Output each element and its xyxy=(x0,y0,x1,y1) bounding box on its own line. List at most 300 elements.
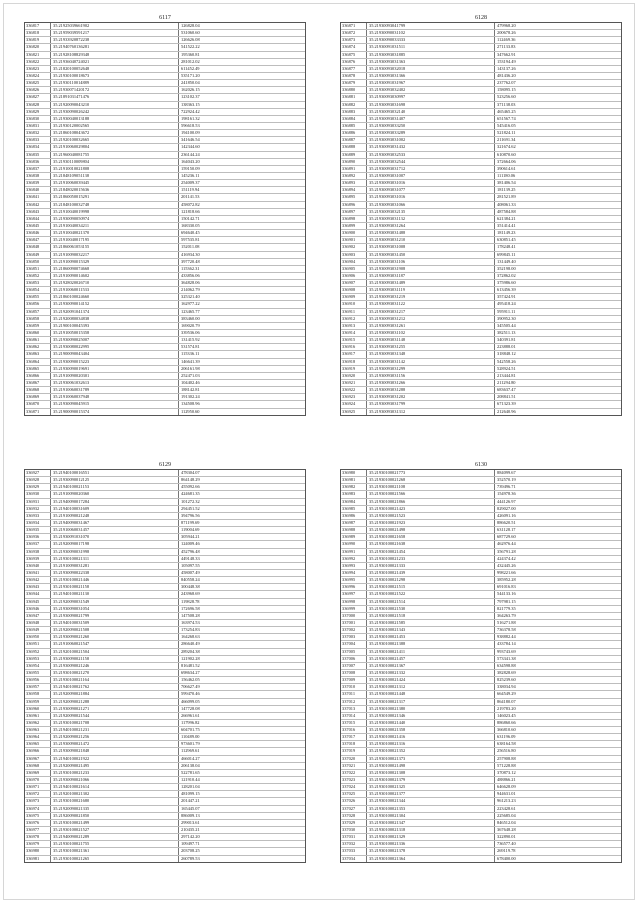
table-row xyxy=(341,193,621,200)
table-row xyxy=(25,598,305,605)
coordinate-cell: 35.21930093031132 xyxy=(367,216,495,222)
value-cell: 236144.24 xyxy=(181,151,200,157)
value-cell: 112969.61 xyxy=(181,748,200,754)
coordinate-cell: 35.21930093031212 xyxy=(367,316,495,322)
table-row xyxy=(25,726,305,733)
id-cell: 336883 xyxy=(341,109,367,115)
table-row xyxy=(25,805,305,812)
table-row xyxy=(341,633,621,640)
value-cell: 115362.31 xyxy=(181,265,200,271)
id-cell: 336938 xyxy=(25,549,51,555)
table-row xyxy=(25,569,305,576)
coordinate-cell: 35.21930100021316 xyxy=(367,741,495,747)
id-cell: 336997 xyxy=(341,591,367,597)
table-row xyxy=(25,308,305,315)
coordinate-cell: 35.21930090021066 xyxy=(51,777,179,783)
coordinate-cell: 35.21930093031488 xyxy=(367,230,495,236)
coordinate-cell: 35.21930100021164 xyxy=(51,677,179,683)
coordinate-cell: 35.21930100021522 xyxy=(367,591,495,597)
value-cell: 206161.98 xyxy=(181,365,200,371)
table-row xyxy=(25,590,305,597)
value-cell: 382511.13 xyxy=(497,330,516,336)
coordinate-cell: 35.21910060039445 xyxy=(51,180,179,186)
id-cell: 336986 xyxy=(341,513,367,519)
table-row xyxy=(341,365,621,372)
id-cell: 336939 xyxy=(25,556,51,562)
value-cell: 254009.37 xyxy=(181,180,200,186)
table-row xyxy=(25,122,305,129)
coordinate-cell: 35.21930093031348 xyxy=(367,351,495,357)
value-cell: 488866.21 xyxy=(497,777,516,783)
value-cell: 604701.75 xyxy=(181,727,200,733)
id-cell: 336882 xyxy=(341,102,367,108)
id-cell: 336930 xyxy=(25,491,51,497)
table-row xyxy=(341,498,621,505)
value-cell: 109497.71 xyxy=(181,841,200,847)
coordinate-cell: 35.21930100021755 xyxy=(51,841,179,847)
id-cell: 336932 xyxy=(25,506,51,512)
table-row xyxy=(341,855,621,862)
value-cell: 172696.58 xyxy=(181,605,200,611)
table-row xyxy=(341,797,621,804)
table-row xyxy=(25,548,305,555)
coordinate-cell: 35.21940100016551 xyxy=(51,470,179,476)
coordinate-cell: 35.21940090021289 xyxy=(51,834,179,840)
id-cell: 336872 xyxy=(341,30,367,36)
table-row xyxy=(25,498,305,505)
id-cell: 336866 xyxy=(25,373,51,379)
coordinate-cell: 35.21940090017284 xyxy=(51,499,179,505)
table-row xyxy=(25,476,305,483)
value-cell: 884099.67 xyxy=(497,470,516,475)
id-cell: 336867 xyxy=(25,380,51,386)
data-table xyxy=(340,22,622,416)
value-cell: 528924.51 xyxy=(497,365,516,371)
id-cell: 336901 xyxy=(341,237,367,243)
id-cell: 336902 xyxy=(341,244,367,250)
coordinate-cell: 35.21940100021231 xyxy=(51,727,179,733)
table-row xyxy=(25,315,305,322)
table-row xyxy=(25,583,305,590)
coordinate-cell: 35.21930093031366 xyxy=(367,73,495,79)
value-cell: 699845.11 xyxy=(497,251,516,257)
id-cell: 336851 xyxy=(25,266,51,272)
id-cell: 336991 xyxy=(341,549,367,555)
coordinate-cell: 35.21930093031202 xyxy=(367,394,495,400)
coordinate-cell: 35.21930093032018 xyxy=(367,66,495,72)
coordinate-cell: 35.21930100021377 xyxy=(367,791,495,797)
value-cell: 462976.44 xyxy=(497,541,516,547)
table-row xyxy=(341,698,621,705)
coordinate-cell: 35.21930100021298 xyxy=(367,577,495,583)
coordinate-cell: 35.21930093031712 xyxy=(367,166,495,172)
coordinate-cell: 35.21930093031148 xyxy=(367,337,495,343)
table-row xyxy=(25,812,305,819)
id-cell: 336993 xyxy=(341,563,367,569)
value-cell: 198161.32 xyxy=(181,115,200,121)
coordinate-cell: 35.21930080022995 xyxy=(51,344,179,350)
value-cell: 153194.49 xyxy=(497,58,516,64)
value-cell: 821779.35 xyxy=(497,605,516,611)
id-cell: 336945 xyxy=(25,599,51,605)
value-cell: 126626.08 xyxy=(181,37,200,43)
coordinate-cell: 35.21930090045915 xyxy=(51,401,179,407)
coordinate-cell: 35.21930100021424 xyxy=(367,677,495,683)
coordinate-cell: 35.21940100021153 xyxy=(51,484,179,490)
table-row xyxy=(25,747,305,754)
table-row xyxy=(341,243,621,250)
id-cell: 336989 xyxy=(341,534,367,540)
table-row xyxy=(341,470,621,476)
table-row xyxy=(25,648,305,655)
id-cell: 336937 xyxy=(25,541,51,547)
value-cell: 736577.40 xyxy=(497,841,516,847)
id-cell: 336975 xyxy=(25,813,51,819)
value-cell: 351414.41 xyxy=(497,222,516,228)
id-cell: 336980 xyxy=(25,848,51,854)
coordinate-cell: 35.21940760136281 xyxy=(51,44,179,50)
value-cell: 150142.71 xyxy=(181,215,200,221)
table-row xyxy=(25,265,305,272)
id-cell: 337019 xyxy=(341,748,367,754)
value-cell: 195360.81 xyxy=(181,51,200,57)
table-row xyxy=(341,783,621,790)
table-row xyxy=(341,762,621,769)
table-row xyxy=(341,386,621,393)
coordinate-cell: 35.21930090022338 xyxy=(51,570,179,576)
id-cell: 336903 xyxy=(341,252,367,258)
id-cell: 336966 xyxy=(25,748,51,754)
id-cell: 336998 xyxy=(341,599,367,605)
value-cell: 340391.81 xyxy=(497,337,516,343)
value-cell: 816481.52 xyxy=(181,662,200,668)
table-row xyxy=(25,93,305,100)
table-row xyxy=(341,43,621,50)
table-row xyxy=(341,286,621,293)
table-row xyxy=(25,393,305,400)
table-row xyxy=(25,286,305,293)
coordinate-cell: 35.21910090020360 xyxy=(51,491,179,497)
coordinate-cell: 35.21930093031288 xyxy=(367,387,495,393)
id-cell: 336964 xyxy=(25,734,51,740)
value-cell: 631128.17 xyxy=(497,527,516,533)
coordinate-cell: 35.21930093031363 xyxy=(367,59,495,65)
coordinate-cell: 35.21930100021336 xyxy=(367,841,495,847)
id-cell: 336890 xyxy=(341,159,367,165)
id-cell: 336982 xyxy=(341,484,367,490)
table-row xyxy=(341,201,621,208)
table-row xyxy=(341,115,621,122)
coordinate-cell: 35.21910090015329 xyxy=(51,259,179,265)
id-cell: 337004 xyxy=(341,641,367,647)
id-cell: 337024 xyxy=(341,784,367,790)
coordinate-cell: 35.21930100021379 xyxy=(367,777,495,783)
coordinate-cell: 35.21930090026242 xyxy=(51,109,179,115)
id-cell: 336885 xyxy=(341,123,367,129)
coordinate-cell: 35.21930090019691 xyxy=(51,366,179,372)
id-cell: 336962 xyxy=(25,720,51,726)
value-cell: 864180.07 xyxy=(497,698,516,704)
coordinate-cell: 35.21910060037948 xyxy=(51,394,179,400)
id-cell: 336995 xyxy=(341,577,367,583)
id-cell: 336818 xyxy=(25,30,51,36)
table-row xyxy=(341,108,621,115)
table-row xyxy=(25,762,305,769)
table-row xyxy=(25,179,305,186)
value-cell: 158095.15 xyxy=(497,87,516,93)
id-cell: 336845 xyxy=(25,223,51,229)
value-cell: 271133.83 xyxy=(497,44,516,50)
coordinate-cell: 35.21820100052648 xyxy=(51,66,179,72)
table-row xyxy=(341,833,621,840)
id-cell: 337021 xyxy=(341,763,367,769)
coordinate-cell: 35.21930100021530 xyxy=(367,606,495,612)
coordinate-cell: 35.21860061053155 xyxy=(51,244,179,250)
table-row xyxy=(25,833,305,840)
value-cell: 829027.00 xyxy=(497,505,516,511)
table-row xyxy=(341,329,621,336)
table-row xyxy=(25,350,305,357)
id-cell: 336831 xyxy=(25,123,51,129)
coordinate-cell: 35.21930100021866 xyxy=(367,499,495,505)
table-row xyxy=(341,393,621,400)
id-cell: 336961 xyxy=(25,713,51,719)
value-cell: 213444.81 xyxy=(497,372,516,378)
coordinate-cell: 35.21930100021358 xyxy=(367,727,495,733)
value-cell: 521824.11 xyxy=(497,130,516,136)
id-cell: 336973 xyxy=(25,798,51,804)
value-cell: 495418.24 xyxy=(497,301,516,307)
id-cell: 336837 xyxy=(25,166,51,172)
id-cell: 336852 xyxy=(25,273,51,279)
table-row xyxy=(25,683,305,690)
value-cell: 544133.16 xyxy=(497,591,516,597)
coordinate-cell: 35.21930093031077 xyxy=(367,187,495,193)
value-cell: 266961.61 xyxy=(181,712,200,718)
value-cell: 156462.05 xyxy=(181,677,200,683)
coordinate-cell: 35.21940100021614 xyxy=(51,784,179,790)
coordinate-cell: 35.21920091041374 xyxy=(51,309,179,315)
table-row xyxy=(25,129,305,136)
coordinate-cell: 35.21930100021265 xyxy=(51,856,179,862)
value-cell: 339536.06 xyxy=(181,330,200,336)
value-cell: 465465.25 xyxy=(497,108,516,114)
id-cell: 336965 xyxy=(25,741,51,747)
table-row xyxy=(341,215,621,222)
table-row xyxy=(341,336,621,343)
coordinate-cell: 35.21860090074668 xyxy=(51,266,179,272)
id-cell: 336929 xyxy=(25,484,51,490)
coordinate-cell: 35.21930090014152 xyxy=(51,301,179,307)
coordinate-cell: 35.21910050015358 xyxy=(51,330,179,336)
table-row xyxy=(25,555,305,562)
table-row xyxy=(341,379,621,386)
id-cell: 337001 xyxy=(341,620,367,626)
data-table xyxy=(24,22,306,416)
value-cell: 169020.79 xyxy=(181,322,200,328)
value-cell: 416934.30 xyxy=(181,251,200,257)
coordinate-cell: 35.21930093031299 xyxy=(367,366,495,372)
id-cell: 336908 xyxy=(341,287,367,293)
value-cell: 364828.06 xyxy=(181,280,200,286)
coordinate-cell: 35.21930100021773 xyxy=(367,470,495,476)
coordinate-cell: 35.21930093031261 xyxy=(367,323,495,329)
table-row xyxy=(25,533,305,540)
id-cell: 336897 xyxy=(341,209,367,215)
table-row xyxy=(341,151,621,158)
value-cell: 269119.78 xyxy=(497,848,516,854)
page-number: 6130 xyxy=(475,462,487,468)
value-cell: 479968.20 xyxy=(497,23,516,28)
coordinate-cell: 35.21930100021304 xyxy=(367,813,495,819)
id-cell: 336910 xyxy=(341,301,367,307)
id-cell: 336836 xyxy=(25,159,51,165)
coordinate-cell: 35.21930093031908 xyxy=(367,266,495,272)
value-cell: 370873.12 xyxy=(497,769,516,775)
coordinate-cell: 35.21900090015374 xyxy=(51,409,179,415)
id-cell: 336981 xyxy=(341,477,367,483)
id-cell: 336838 xyxy=(25,173,51,179)
value-cell: 168330.05 xyxy=(181,222,200,228)
value-cell: 243968.69 xyxy=(181,591,200,597)
value-cell: 121818.66 xyxy=(181,208,200,214)
value-cell: 433856.06 xyxy=(181,272,200,278)
table-row xyxy=(341,36,621,43)
id-cell: 336853 xyxy=(25,280,51,286)
coordinate-cell: 35.21910090014602 xyxy=(51,273,179,279)
coordinate-cell: 35.21930100021923 xyxy=(367,520,495,526)
value-cell: 394796.56 xyxy=(181,512,200,518)
coordinate-cell: 35.21930090015223 xyxy=(51,359,179,365)
table-row xyxy=(341,562,621,569)
value-cell: 121910.44 xyxy=(181,777,200,783)
table-row xyxy=(341,476,621,483)
table-row xyxy=(25,733,305,740)
coordinate-cell: 35.21930093031002 xyxy=(367,137,495,143)
table-row xyxy=(341,490,621,497)
value-cell: 371138.03 xyxy=(497,101,516,107)
table-row xyxy=(341,548,621,555)
table-row xyxy=(25,365,305,372)
value-cell: 101272.32 xyxy=(181,498,200,504)
value-cell: 523256.60 xyxy=(497,94,516,100)
value-cell: 722924.42 xyxy=(181,108,200,114)
value-cell: 613456.39 xyxy=(497,287,516,293)
coordinate-cell: 35.21930093033250 xyxy=(367,123,495,129)
id-cell: 336868 xyxy=(25,387,51,393)
coordinate-cell: 35.21930100021499 xyxy=(51,820,179,826)
value-cell: 188142.81 xyxy=(181,387,200,393)
table-row xyxy=(341,86,621,93)
table-row xyxy=(341,79,621,86)
table-row xyxy=(25,29,305,36)
coordinate-cell: 35.21959039591217 xyxy=(51,30,179,36)
id-cell: 336969 xyxy=(25,770,51,776)
coordinate-cell: 35.21930110014889 xyxy=(51,80,179,86)
value-cell: 173254.83 xyxy=(181,627,200,633)
table-row xyxy=(25,512,305,519)
value-cell: 944631.01 xyxy=(497,791,516,797)
table-row xyxy=(341,826,621,833)
id-cell: 336832 xyxy=(25,130,51,136)
value-cell: 111180.06 xyxy=(497,172,516,178)
value-cell: 164268.63 xyxy=(181,634,200,640)
value-cell: 671323.39 xyxy=(497,401,516,407)
value-cell: 466014.27 xyxy=(181,755,200,761)
id-cell: 336970 xyxy=(25,777,51,783)
id-cell: 337017 xyxy=(341,734,367,740)
value-cell: 214062.79 xyxy=(181,287,200,293)
coordinate-cell: 35.21930100021388 xyxy=(367,641,495,647)
id-cell: 336981 xyxy=(25,856,51,862)
id-cell: 336896 xyxy=(341,202,367,208)
coordinate-cell: 35.21930061032613 xyxy=(51,380,179,386)
table-row xyxy=(341,179,621,186)
coordinate-cell: 35.21930093031255 xyxy=(367,344,495,350)
table-row xyxy=(25,215,305,222)
id-cell: 336953 xyxy=(25,656,51,662)
value-cell: 347662.91 xyxy=(497,51,516,57)
value-cell: 281521.89 xyxy=(497,194,516,200)
coordinate-cell: 35.21930091031511 xyxy=(367,44,495,50)
id-cell: 336869 xyxy=(25,394,51,400)
id-cell: 336954 xyxy=(25,663,51,669)
coordinate-cell: 35.21930093031210 xyxy=(367,237,495,243)
id-cell: 336847 xyxy=(25,237,51,243)
table-row xyxy=(341,569,621,576)
table-row xyxy=(25,840,305,847)
table-row xyxy=(341,776,621,783)
id-cell: 336850 xyxy=(25,259,51,265)
id-cell: 336972 xyxy=(25,791,51,797)
coordinate-cell: 35.21930093030997 xyxy=(367,94,495,100)
id-cell: 336911 xyxy=(341,309,367,315)
table-row xyxy=(341,626,621,633)
id-cell: 336829 xyxy=(25,109,51,115)
table-row xyxy=(25,186,305,193)
coordinate-cell: 35.21910090031281 xyxy=(51,563,179,569)
id-cell: 336865 xyxy=(25,366,51,372)
id-cell: 336904 xyxy=(341,259,367,265)
value-cell: 201141.53 xyxy=(181,194,200,200)
id-cell: 336996 xyxy=(341,584,367,590)
table-row xyxy=(341,733,621,740)
value-cell: 297142.20 xyxy=(181,834,200,840)
id-cell: 337000 xyxy=(341,613,367,619)
table-row xyxy=(25,58,305,65)
value-cell: 739496.71 xyxy=(497,484,516,490)
id-cell: 336978 xyxy=(25,834,51,840)
coordinate-cell: 35.21930100021353 xyxy=(367,806,495,812)
value-cell: 154978.36 xyxy=(497,491,516,497)
table-row xyxy=(341,712,621,719)
id-cell: 336907 xyxy=(341,280,367,286)
value-cell: 211294.80 xyxy=(497,380,516,386)
value-cell: 162026.15 xyxy=(181,87,200,93)
id-cell: 336842 xyxy=(25,202,51,208)
coordinate-cell: 35.21930100021416 xyxy=(367,734,495,740)
value-cell: 305944.21 xyxy=(181,534,200,540)
value-cell: 383460.00 xyxy=(181,315,200,321)
value-cell: 397720.48 xyxy=(181,258,200,264)
value-cell: 545416.05 xyxy=(497,122,516,128)
value-cell: 385952.28 xyxy=(497,577,516,583)
coordinate-cell: 35.21930100021680 xyxy=(51,798,179,804)
table-row xyxy=(25,719,305,726)
id-cell: 336925 xyxy=(341,409,367,415)
value-cell: 375986.60 xyxy=(497,280,516,286)
value-cell: 691016.83 xyxy=(497,584,516,590)
